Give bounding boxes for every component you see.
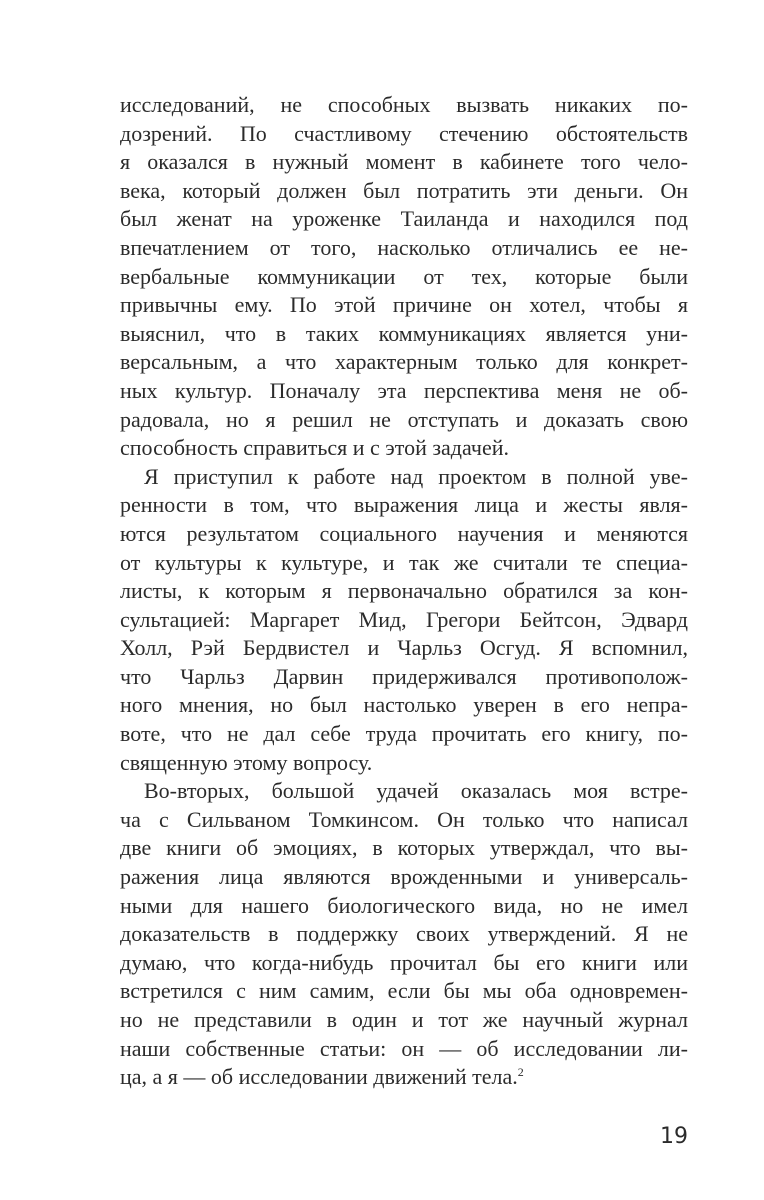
text-line: ются результатом социального научения и меняются	[120, 520, 688, 546]
text-line: привычны ему. По этой причине он хотел, чтобы я	[120, 292, 688, 318]
paragraph	[120, 463, 688, 778]
text-line: что Чарльз Дарвин придерживался противополож-	[120, 663, 688, 689]
text-line: две книги об эмоциях, в которых утверждал, что вы-	[120, 835, 688, 861]
paragraph	[120, 777, 688, 1092]
text-line: наши собственные статьи: он — об исследовании ли-	[120, 1035, 688, 1061]
text-line: священную этому вопросу.	[120, 749, 373, 775]
text-line: воте, что не дал себе труда прочитать его книгу, по-	[120, 721, 688, 747]
text-line: ца, а я — об исследовании движений тела.$^2$	[120, 1064, 524, 1090]
text-line: был женат на уроженке Таиланда и находился под	[120, 206, 688, 232]
text-line: ражения лица являются врожденными и универсаль-	[120, 864, 688, 890]
text-line: но не представили в один и тот же научный журнал	[120, 1007, 688, 1032]
text-line: ча с Сильваном Томкинсом. Он только что написал	[120, 806, 688, 832]
text-line: вербальные коммуникации от тех, которые были	[120, 263, 688, 289]
body-text	[120, 91, 688, 1092]
text-line: сультацией: Маргарет Мид, Грегори Бейтсон, Эдвард	[120, 606, 688, 632]
text-line: ного мнения, но был настолько уверен в его непра-	[120, 692, 688, 718]
text-line: ных культур. Поначалу эта перспектива меня не об-	[120, 377, 688, 403]
page-number: 19	[660, 1124, 688, 1149]
text-line: выяснил, что в таких коммуникациях является уни-	[120, 320, 688, 346]
text-line: я оказался в нужный момент в кабинете того чело-	[120, 149, 688, 175]
text-line: от культуры к культуре, и так же считали те специа-	[120, 549, 688, 575]
text-line: века, который должен был потратить эти деньги. Он	[120, 177, 688, 203]
text-line: Во-вторых, большой удачей оказалась моя встре-	[144, 778, 688, 804]
text-line: листы, к которым я первоначально обратился за кон-	[120, 578, 688, 604]
footnote-reference: 2	[517, 1065, 524, 1080]
text-line: исследований, не способных вызвать никаких по-	[120, 92, 688, 117]
text-line: способность справиться и с этой задачей.	[120, 435, 509, 461]
text-line: версальным, а что характерным только для конкрет-	[120, 349, 688, 375]
text-line: впечатлением от того, насколько отличались ее не-	[120, 234, 688, 260]
text-line: доказательств в поддержку своих утверждений. Я не	[120, 921, 688, 947]
text-line: встретился с ним самим, если бы мы оба одновремен-	[120, 978, 688, 1004]
text-line: Я приступил к работе над проектом в полной уве-	[144, 463, 688, 489]
text-line: думаю, что когда-нибудь прочитал бы его книги или	[120, 949, 688, 975]
text-line: ренности в том, что выражения лица и жесты явля-	[120, 492, 688, 518]
text-line: радовала, но я решил не отступать и доказать свою	[120, 406, 688, 432]
text-line: Холл, Рэй Бердвистел и Чарльз Осгуд. Я вспомнил,	[120, 635, 688, 661]
text-line: дозрений. По счастливому стечению обстоятельств	[120, 120, 688, 146]
paragraph	[120, 91, 688, 463]
text-line: ными для нашего биологического вида, но не имел	[120, 892, 688, 918]
